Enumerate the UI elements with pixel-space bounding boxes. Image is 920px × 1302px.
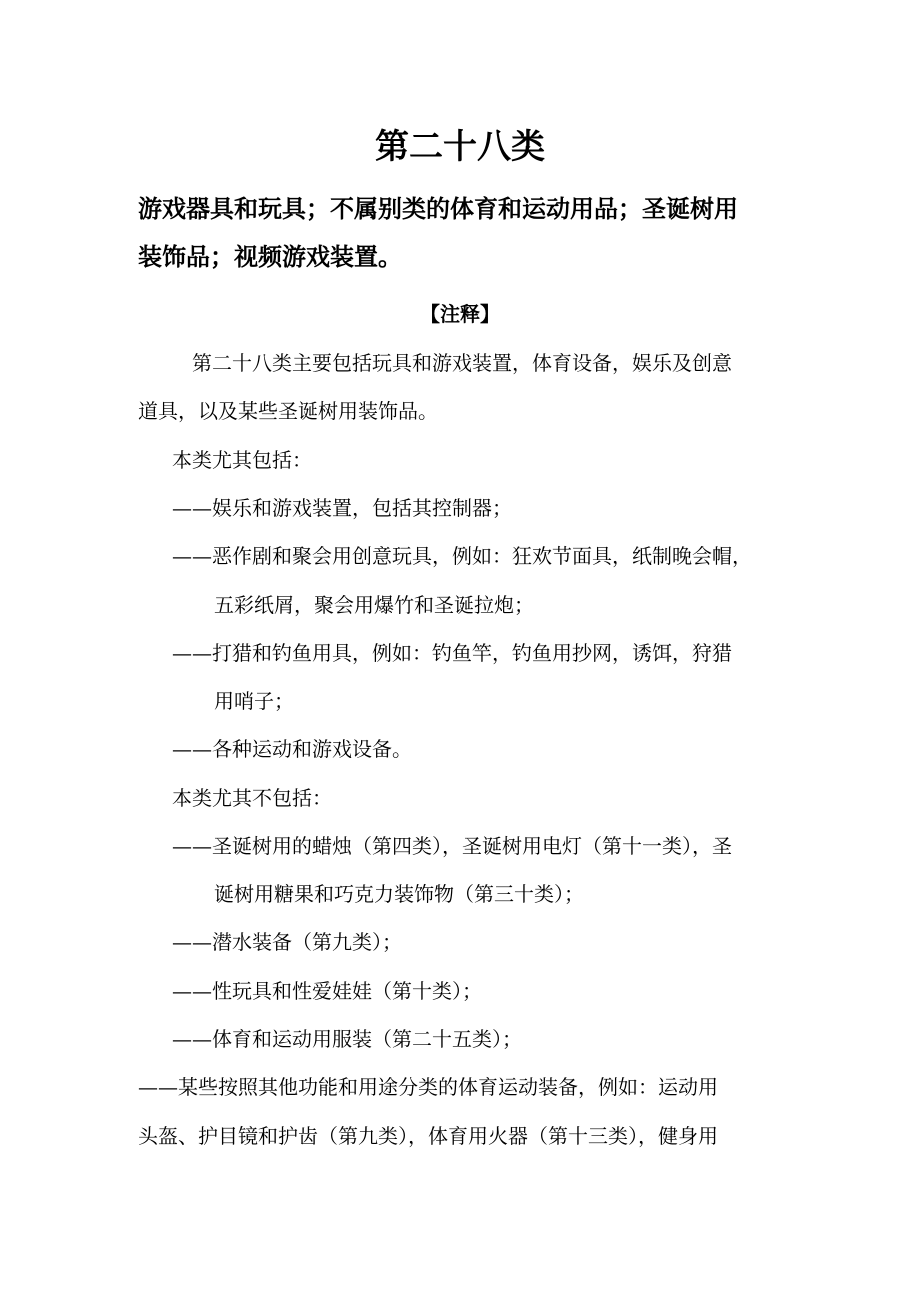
exclude-item: ——圣诞树用的蜡烛（第四类），圣诞树用电灯（第十一类），圣 <box>172 834 732 858</box>
include-item: ——各种运动和游戏设备。 <box>172 737 412 761</box>
page-title: 第二十八类 <box>375 127 545 167</box>
include-item-continuation: 用哨子； <box>214 689 294 713</box>
note-label: 【注释】 <box>420 302 500 326</box>
class-heading-line-2: 装饰品；视频游戏装置。 <box>138 242 402 271</box>
include-item: ——娱乐和游戏装置，包括其控制器； <box>172 496 512 520</box>
include-item: ——恶作剧和聚会用创意玩具，例如：狂欢节面具，纸制晚会帽， <box>172 544 752 568</box>
exclude-item: ——潜水装备（第九类）； <box>172 930 402 954</box>
exclude-item-continuation: 诞树用糖果和巧克力装饰物（第三十类）； <box>214 882 584 906</box>
include-item: ——打猎和钓鱼用具，例如：钓鱼竿，钓鱼用抄网，诱饵，狩猎 <box>172 641 732 665</box>
include-item-continuation: 五彩纸屑，聚会用爆竹和圣诞拉炮； <box>214 593 534 617</box>
exclude-item: ——性玩具和性爱娃娃（第十类）； <box>172 979 482 1003</box>
tail-line-1: ——某些按照其他功能和用途分类的体育运动装备，例如：运动用 <box>138 1075 718 1099</box>
tail-line-2: 头盔、护目镜和护齿（第九类），体育用火器（第十三类），健身用 <box>138 1124 718 1148</box>
intro-line-2: 道具，以及某些圣诞树用装饰品。 <box>138 399 438 423</box>
excludes-label: 本类尤其不包括： <box>172 786 332 810</box>
intro-line-1: 第二十八类主要包括玩具和游戏装置，体育设备，娱乐及创意 <box>192 351 732 375</box>
exclude-item: ——体育和运动用服装（第二十五类）； <box>172 1027 522 1051</box>
includes-label: 本类尤其包括： <box>172 448 312 472</box>
class-heading-line-1: 游戏器具和玩具；不属别类的体育和运动用品；圣诞树用 <box>138 194 738 223</box>
